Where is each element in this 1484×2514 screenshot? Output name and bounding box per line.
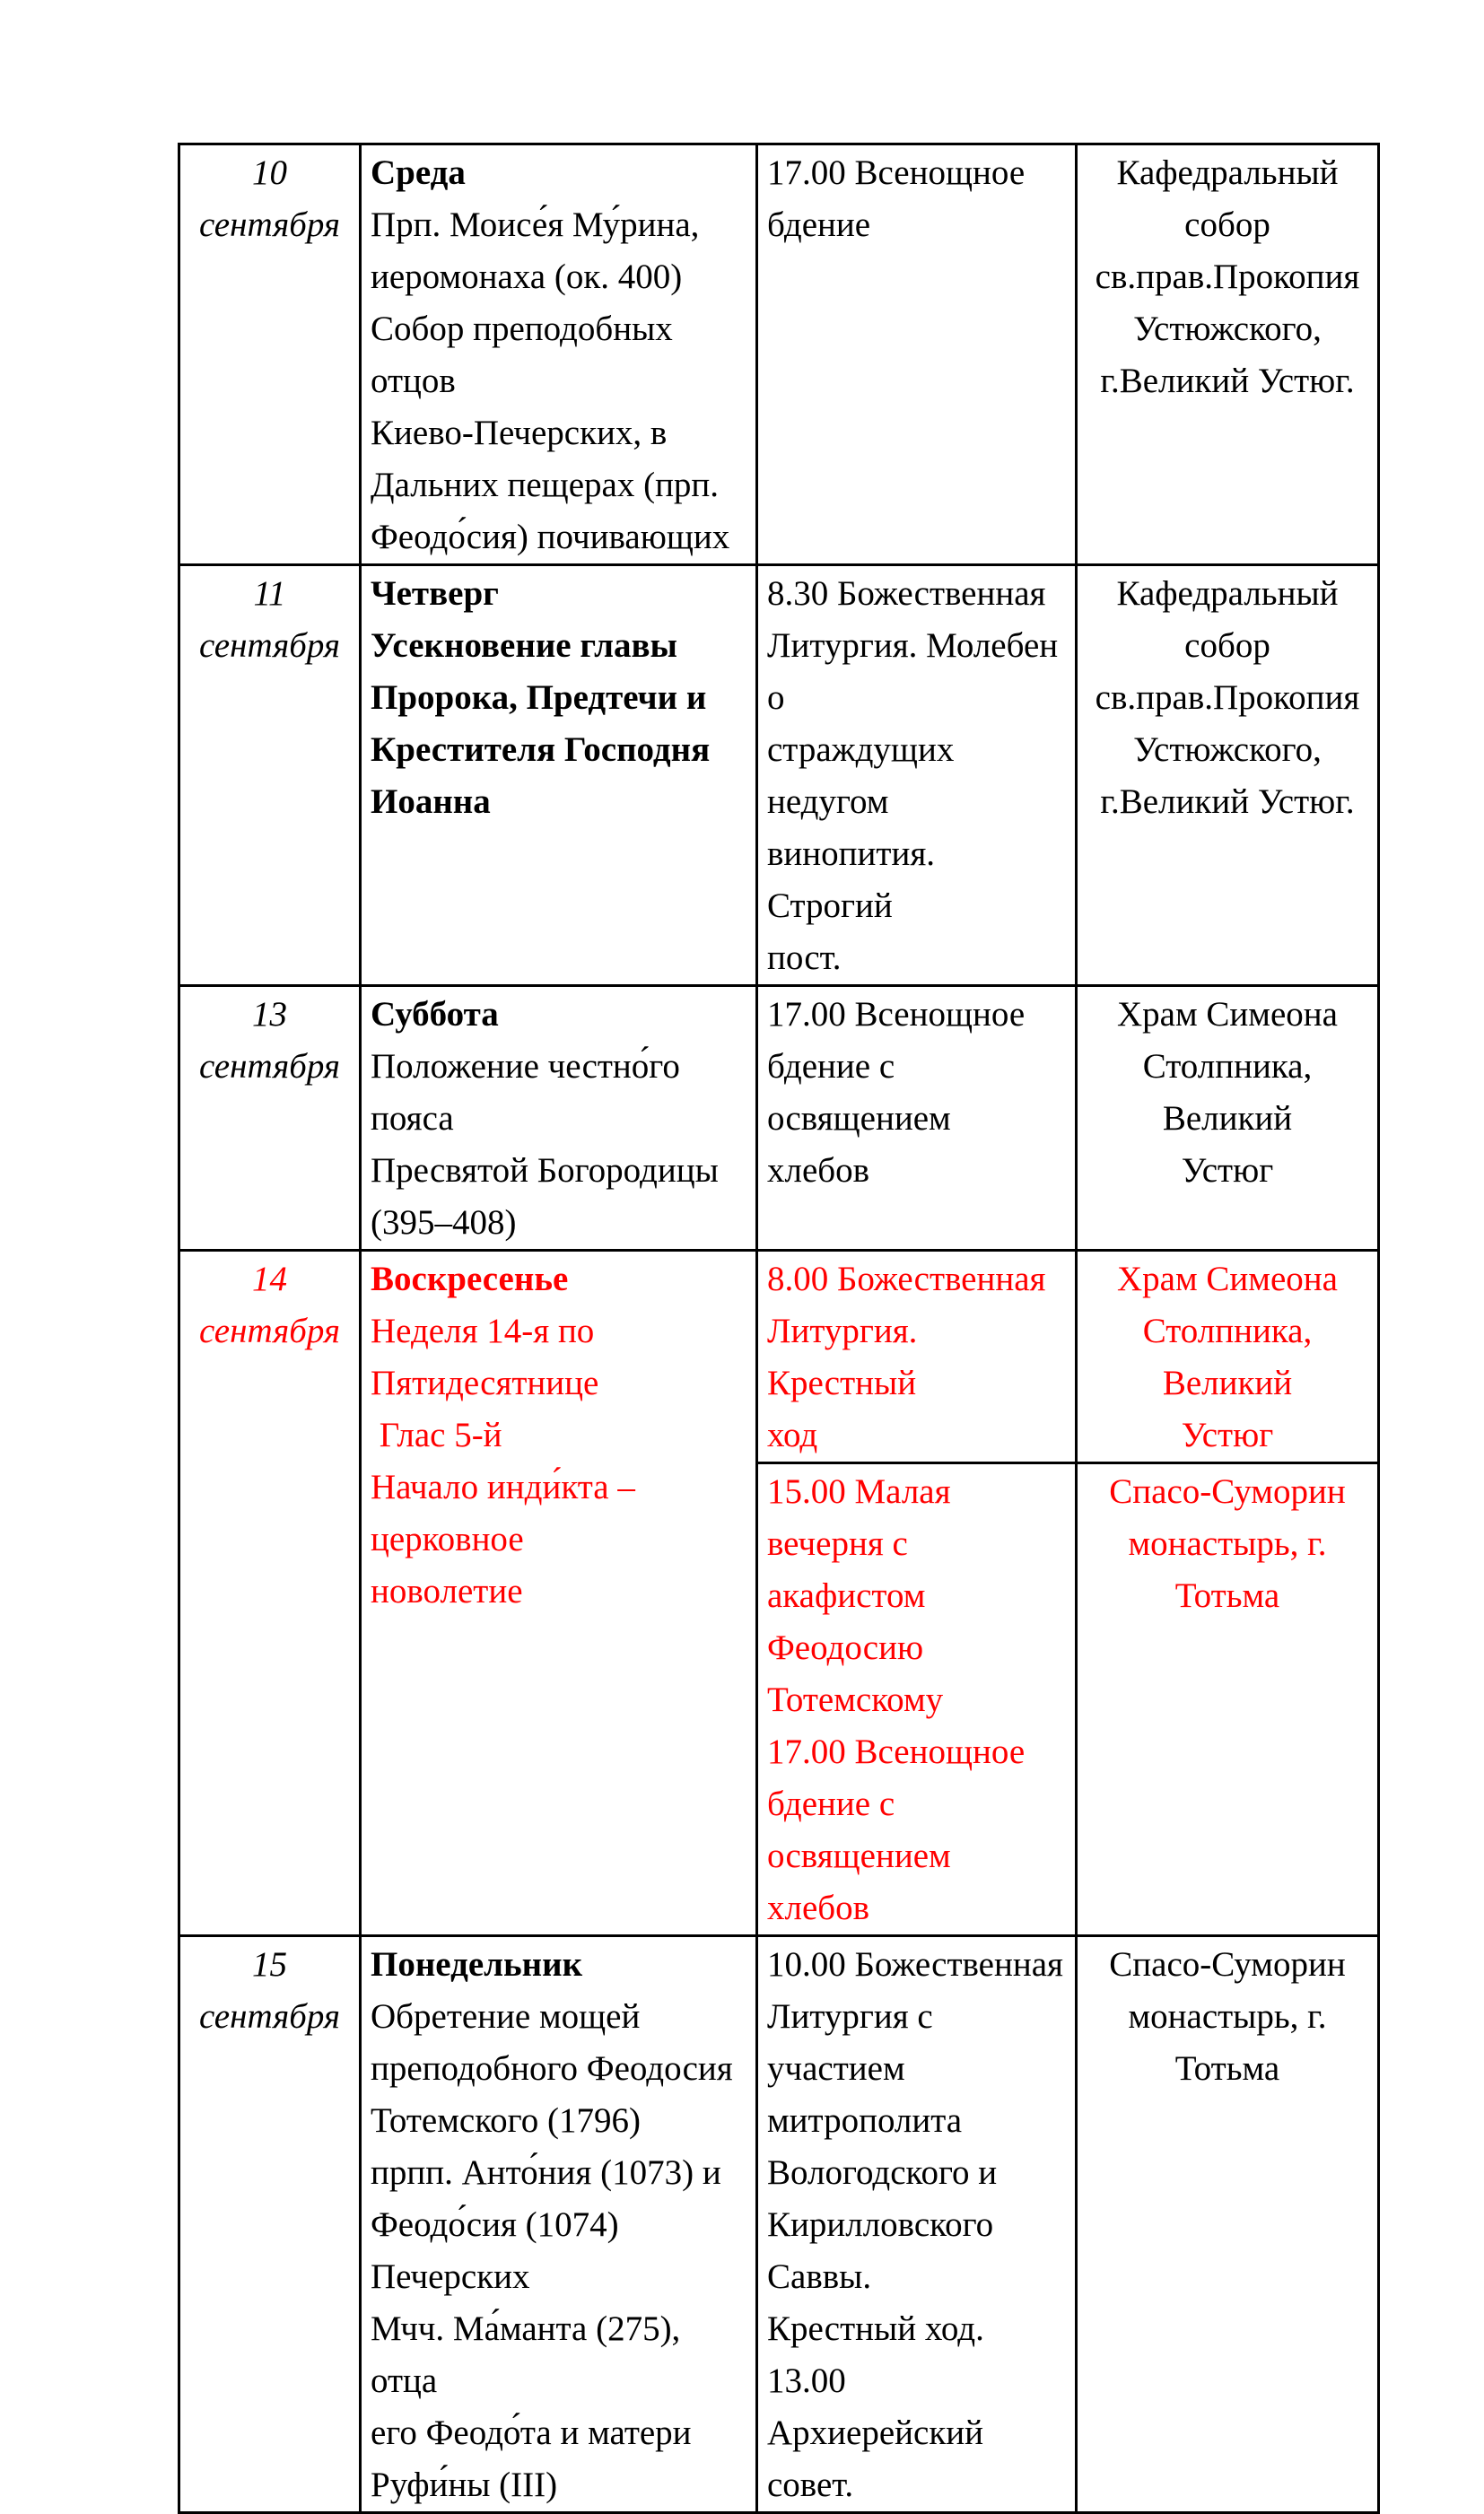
cell-service	[757, 1936, 1077, 2513]
day-name: Воскресенье	[371, 1260, 569, 1298]
text-line: Мчч. Ма́манта (275), отца	[371, 2309, 690, 2400]
text-line: Вологодского и	[767, 2153, 998, 2192]
text-line: Усекновение главы	[371, 626, 677, 665]
text-line: Тотемского (1796)	[371, 2101, 641, 2140]
text-line: 17.00 Всенощное	[767, 153, 1026, 192]
text-line: Литургия. Молебен о	[767, 626, 1067, 717]
feast-lines	[371, 1991, 746, 2511]
feast-lines	[371, 199, 746, 563]
cell-feast	[361, 1251, 757, 1936]
text-line: хлебов	[767, 1889, 870, 1927]
text-line: Собор преподобных отцов	[371, 310, 682, 400]
text-line: новолетие	[371, 1572, 523, 1611]
table-row-sep13	[179, 986, 1379, 1251]
text-line: 10.00 Божественная	[767, 1945, 1063, 1984]
cell-location	[1077, 565, 1379, 986]
day-name: Суббота	[371, 995, 499, 1034]
text-line: Феодо́сия) почивающих	[371, 518, 730, 556]
cell-location	[1077, 1251, 1379, 1463]
text-line: Крестный ход.	[767, 2309, 984, 2348]
text-line: Спасо-Суморин	[1109, 1945, 1346, 1984]
text-line: бдение	[767, 205, 871, 244]
day-name: Понедельник	[371, 1945, 583, 1984]
text-line: пост.	[767, 938, 842, 977]
cell-location	[1077, 986, 1379, 1251]
cell-location	[1077, 1463, 1379, 1936]
feast-lines	[371, 1041, 746, 1249]
text-line: г.Великий Устюг.	[1100, 362, 1355, 400]
cell-feast	[361, 144, 757, 565]
table-row-sep11	[179, 565, 1379, 986]
table-row-sep14	[179, 1251, 1379, 1463]
cell-date	[179, 1251, 361, 1936]
cell-feast	[361, 565, 757, 986]
cell-service	[757, 144, 1077, 565]
text-line: Тотемскому	[767, 1680, 944, 1719]
text-line: бдение с освящением	[767, 1785, 951, 1875]
text-line: сентября	[199, 1047, 340, 1086]
text-line: Феодо́сия (1074) Печерских	[371, 2205, 628, 2296]
cell-service	[757, 986, 1077, 1251]
text-line: 10	[252, 153, 287, 192]
text-line: Киево-Печерских, в	[371, 414, 668, 452]
table-row-sep15	[179, 1936, 1379, 2513]
cell-location	[1077, 144, 1379, 565]
text-line: Иоанна	[371, 782, 491, 821]
cell-date	[179, 1936, 361, 2513]
text-line: митрополита	[767, 2101, 963, 2140]
text-line: монастырь, г. Тотьма	[1128, 1997, 1336, 2088]
day-name: Четверг	[371, 574, 499, 613]
text-line: св.прав.Прокопия	[1095, 258, 1360, 296]
text-line: совет.	[767, 2466, 854, 2504]
text-line: Устюжского,	[1133, 310, 1322, 348]
feast-lines	[371, 620, 746, 828]
text-line: Дальних пещерах (прп.	[371, 466, 720, 504]
text-line: Храм Симеона	[1117, 995, 1338, 1034]
cell-location	[1077, 1936, 1379, 2513]
text-line: Кирилловского Саввы.	[767, 2205, 1002, 2296]
text-line: Крестителя Господня	[371, 730, 711, 769]
text-line: Неделя 14-я по	[371, 1312, 595, 1350]
text-line: Спасо-Суморин	[1109, 1472, 1346, 1511]
day-name: Среда	[371, 153, 466, 192]
text-line: 8.00 Божественная	[767, 1260, 1046, 1298]
text-line: ход	[767, 1416, 818, 1454]
text-line: Устюг	[1181, 1151, 1274, 1190]
text-line: 8.30 Божественная	[767, 574, 1046, 613]
text-line: сентября	[199, 205, 340, 244]
cell-feast	[361, 986, 757, 1251]
text-line: его Феодо́та и матери	[371, 2414, 692, 2452]
text-line: иеромонаха (ок. 400)	[371, 258, 683, 296]
table-row-sep10	[179, 144, 1379, 565]
text-line: Пресвятой Богородицы	[371, 1151, 719, 1190]
text-line: 14	[252, 1260, 287, 1298]
cell-feast	[361, 1936, 757, 2513]
text-line: г.Великий Устюг.	[1100, 782, 1355, 821]
text-line: страждущих недугом	[767, 730, 964, 821]
text-line: Столпника, Великий	[1142, 1047, 1321, 1138]
text-line: 13.00 Архиерейский	[767, 2361, 984, 2452]
text-line: сентября	[199, 626, 340, 665]
text-line: сентября	[199, 1312, 340, 1350]
cell-service	[757, 1251, 1077, 1463]
text-line: Обретение мощей	[371, 1997, 641, 2036]
text-line: Литургия. Крестный	[767, 1312, 927, 1402]
text-line: Глас 5-й	[371, 1416, 502, 1454]
text-line: Пятидесятнице	[371, 1364, 599, 1402]
text-line: Храм Симеона	[1117, 1260, 1338, 1298]
text-line: хлебов	[767, 1151, 870, 1190]
text-line: винопития. Строгий	[767, 834, 944, 925]
text-line: Руфи́ны (III)	[371, 2466, 558, 2504]
text-line: 11	[253, 574, 286, 613]
cell-date	[179, 565, 361, 986]
cell-service	[757, 1463, 1077, 1936]
text-line: 15	[252, 1945, 287, 1984]
text-line: сентября	[199, 1997, 340, 2036]
text-line: 17.00 Всенощное	[767, 995, 1026, 1034]
schedule-table	[178, 143, 1380, 2514]
text-line: Кафедральный собор	[1116, 574, 1348, 665]
text-line: Пророка, Предтечи и	[371, 678, 707, 717]
text-line: 15.00 Малая вечерня с	[767, 1472, 960, 1563]
text-line: прпп. Анто́ния (1073) и	[371, 2153, 721, 2192]
text-line: 13	[252, 995, 287, 1034]
cell-date	[179, 986, 361, 1251]
text-line: Начало инди́кта – церковное	[371, 1468, 644, 1558]
text-line: преподобного Феодосия	[371, 2049, 733, 2088]
text-line: акафистом Феодосию	[767, 1576, 935, 1667]
text-line: св.прав.Прокопия	[1095, 678, 1360, 717]
text-line: Устюжского,	[1133, 730, 1322, 769]
text-line: Устюг	[1181, 1416, 1274, 1454]
cell-service	[757, 565, 1077, 986]
feast-lines	[371, 1305, 746, 1618]
text-line: Кафедральный собор	[1116, 153, 1348, 244]
text-line: монастырь, г. Тотьма	[1128, 1524, 1336, 1615]
text-line: Столпника, Великий	[1142, 1312, 1321, 1402]
text-line: 17.00 Всенощное	[767, 1733, 1026, 1771]
text-line: Прп. Моисе́я Му́рина,	[371, 205, 700, 244]
text-line: Литургия с участием	[767, 1997, 942, 2088]
text-line: (395–408)	[371, 1203, 517, 1242]
text-line: Положение честно́го пояса	[371, 1047, 689, 1138]
cell-date	[179, 144, 361, 565]
text-line: бдение с освящением	[767, 1047, 951, 1138]
